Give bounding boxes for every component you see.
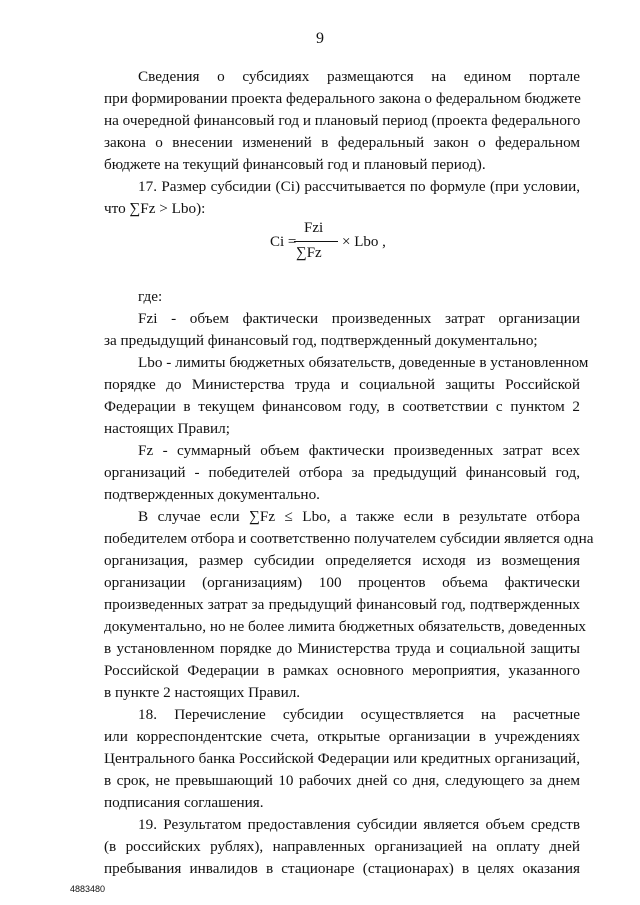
text-line: подписания соглашения.: [104, 794, 264, 811]
text-line: настоящих Правил;: [104, 420, 230, 437]
text-line: Fzi - объем фактически произведенных затрат организации: [138, 310, 580, 327]
text-line: Федерации в текущем финансовом году, в соответствии с пунктом 2: [104, 398, 580, 415]
text-line: пребывания инвалидов в стационаре (стационарах) в целях оказания: [104, 860, 580, 877]
text-line: что ∑Fz > Lbo):: [104, 200, 206, 217]
text-line: в пункте 2 настоящих Правил.: [104, 684, 301, 701]
text-line: за предыдущий финансовый год, подтвержденный документально;: [104, 332, 538, 349]
fraction-bar: [294, 241, 338, 242]
text-line: победителем отбора и соответственно получателем субсидии является одна: [104, 530, 594, 547]
text-line: организаций - победителей отбора за предыдущий финансовый год,: [104, 464, 580, 481]
text-line: организация, размер субсидии определяется исходя из возмещения: [104, 552, 580, 569]
text-line: бюджете на текущий финансовый год и плановый период).: [104, 156, 486, 173]
text-line: на очередной финансовый год и плановый период (проекта федерального: [104, 112, 581, 129]
text-line: Fz - суммарный объем фактически произведенных затрат всех: [138, 442, 580, 459]
document-code: 4883480: [70, 884, 106, 894]
text-line: при формировании проекта федерального закона о федеральном бюджете: [104, 90, 581, 107]
formula-lhs: Ci =: [270, 234, 297, 250]
text-line: в установленном порядке до Министерства труда и социальной защиты: [104, 640, 580, 657]
formula-rhs: × Lbo ,: [342, 234, 386, 250]
text-line: организации (организациям) 100 процентов объема фактически: [104, 574, 580, 591]
text-line: в срок, не превышающий 10 рабочих дней со дня, следующего за днем: [104, 772, 580, 789]
text-line: В случае если ∑Fz ≤ Lbo, а также если в результате отбора: [138, 508, 580, 525]
text-line: подтвержденных документально.: [104, 486, 320, 503]
text-line: или корреспондентские счета, открытые организации в учреждениях: [104, 728, 580, 745]
text-line: порядке до Министерства труда и социальной защиты Российской: [104, 376, 580, 393]
text-line: 18. Перечисление субсидии осуществляется на расчетные: [138, 706, 580, 723]
text-line: закона о внесении изменений в федеральный закон о федеральном: [104, 134, 580, 151]
text-line: 19. Результатом предоставления субсидии является объем средств: [138, 816, 580, 833]
formula-numerator: Fzi: [304, 220, 324, 236]
text-line: Сведения о субсидиях размещаются на едином портале: [138, 68, 580, 85]
text-line: где:: [138, 288, 163, 305]
text-line: Центрального банка Российской Федерации или кредитных организаций,: [104, 750, 580, 767]
text-line: 17. Размер субсидии (Ci) рассчитывается по формуле (при условии,: [138, 178, 580, 195]
page-number: 9: [316, 30, 324, 47]
text-line: Lbo - лимиты бюджетных обязательств, доведенные в установленном: [138, 354, 589, 371]
text-line: произведенных затрат за предыдущий финансовый год, подтвержденных: [104, 596, 580, 613]
text-line: документально, но не более лимита бюджетных обязательств, доведенных: [104, 618, 587, 635]
formula-denominator: ∑Fz: [296, 245, 322, 261]
text-line: (в российских рублях), направленных организацией на оплату дней: [104, 838, 580, 855]
subsidy-formula: [270, 218, 430, 278]
text-line: Российской Федерации в рамках основного мероприятия, указанного: [104, 662, 580, 679]
